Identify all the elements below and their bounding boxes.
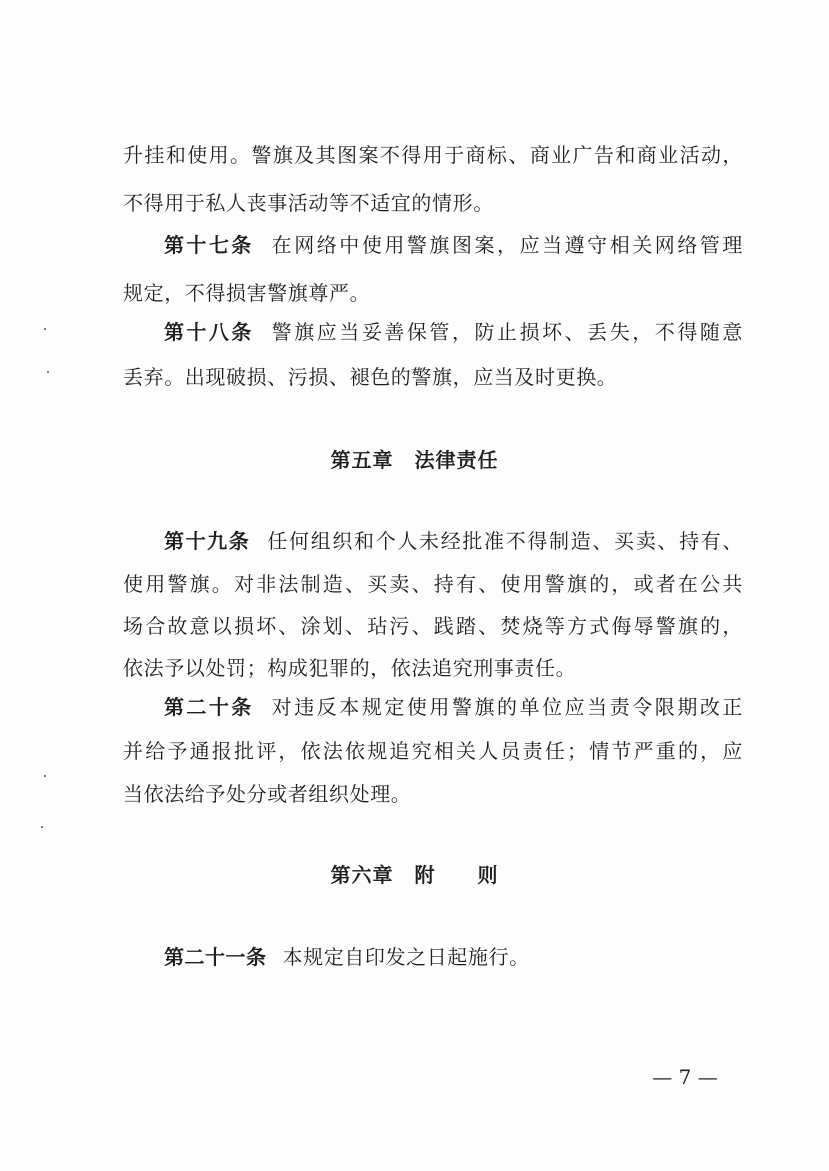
- article-19-line-2: 使用警旗。对非法制造、买卖、持有、使用警旗的，或者在公共: [123, 572, 743, 596]
- scan-speck: [47, 371, 49, 373]
- article-21-label: 第二十一条: [164, 945, 267, 969]
- article-18-text: 警旗应当妥善保管，防止损坏、丢失，不得随意: [269, 320, 743, 344]
- article-19-line-4: 依法予以处罚；构成犯罪的，依法追究刑事责任。: [123, 656, 577, 680]
- article-17-line-2: 规定，不得损害警旗尊严。: [123, 281, 371, 305]
- article-19: [164, 526, 743, 556]
- page-number: — 7 —: [652, 1065, 718, 1089]
- article-19-label: 第十九条: [164, 529, 251, 553]
- scan-speck: [44, 775, 46, 777]
- article-17-label: 第十七条: [164, 233, 254, 257]
- article-21-text: 本规定自印发之日起施行。: [282, 945, 530, 969]
- article-20-text: 对违反本规定使用警旗的单位应当责令限期改正: [269, 695, 743, 719]
- article-18: [164, 317, 743, 347]
- article-20-line-3: 当依法给予处分或者组织处理。: [123, 782, 412, 806]
- article-20-line-2: 并给予通报批评，依法依规追究相关人员责任；情节严重的，应: [123, 739, 743, 763]
- article-20: [164, 692, 743, 722]
- continuation-line-1: 升挂和使用。警旗及其图案不得用于商标、商业广告和商业活动，: [123, 143, 743, 167]
- article-21: [164, 942, 743, 972]
- continuation-line-2: 不得用于私人丧事活动等不适宜的情形。: [123, 191, 494, 215]
- chapter-5-heading: 第五章 法律责任: [330, 448, 499, 472]
- article-17-text: 在网络中使用警旗图案，应当遵守相关网络管理: [269, 233, 743, 257]
- article-19-text: 任何组织和个人未经批准不得制造、买卖、持有、: [266, 529, 744, 553]
- chapter-6-heading: 第六章 附 则: [330, 863, 499, 887]
- article-19-line-3: 场合故意以损坏、涂划、玷污、践踏、焚烧等方式侮辱警旗的，: [123, 614, 743, 638]
- scan-speck: [41, 826, 43, 828]
- article-18-label: 第十八条: [164, 320, 254, 344]
- scan-speck: [44, 328, 46, 330]
- article-20-label: 第二十条: [164, 695, 254, 719]
- article-18-line-2: 丢弃。出现破损、污损、褪色的警旗，应当及时更换。: [123, 365, 618, 389]
- article-17: [164, 230, 743, 260]
